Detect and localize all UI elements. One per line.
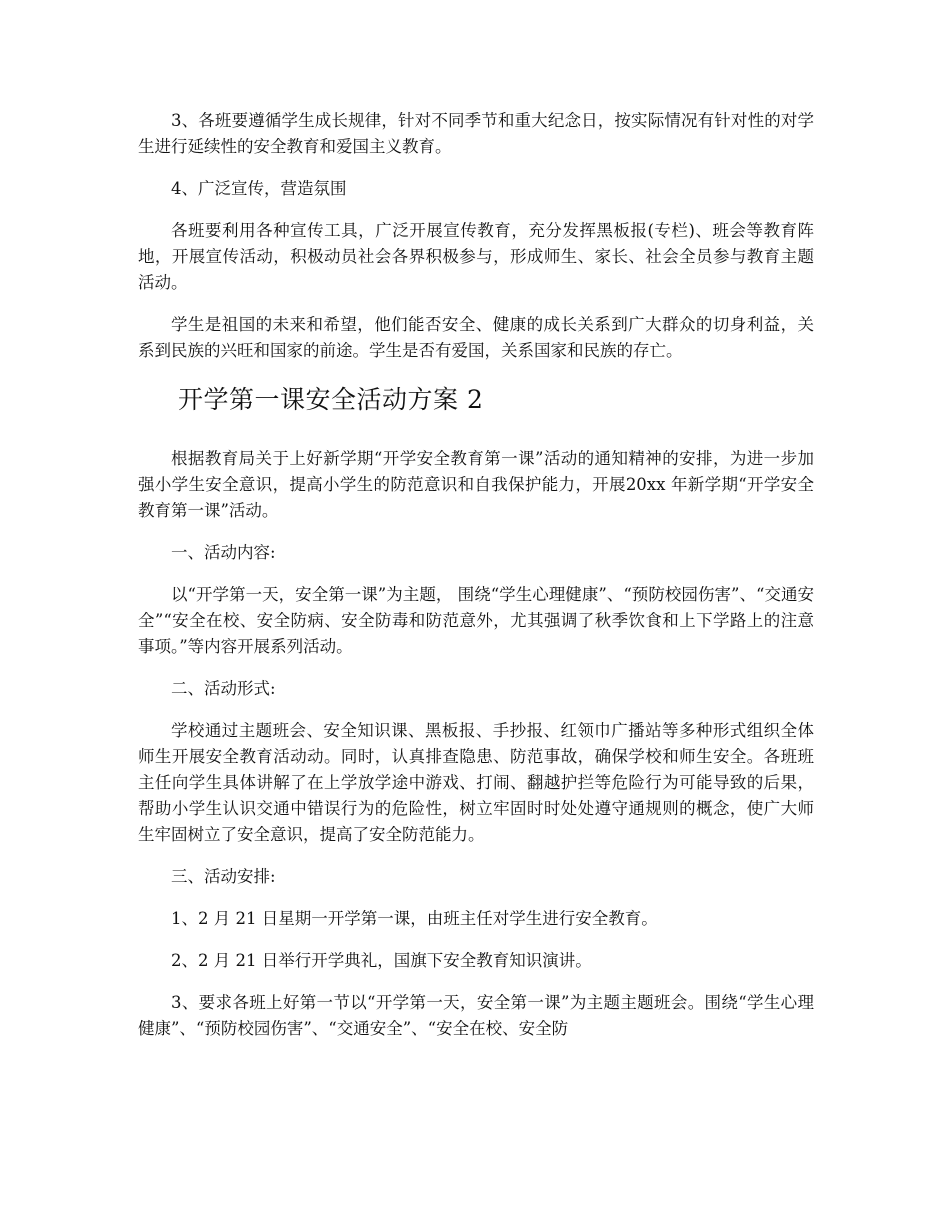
paragraph-item-3: 3、各班要遵循学生成长规律，针对不同季节和重大纪念日，按实际情况有针对性的对学生进行延续性的安全教育和爱国主义教育。 [138,111,814,156]
subheading-activity-form: 二、活动形式: [171,679,276,698]
document-body [138,108,814,1058]
paragraph-publicity: 各班要利用各种宣传工具，广泛开展宣传教育，充分发挥黑板报(专栏)、班会等教育阵地，开展宣传活动，积极动员社会各界积极参与，形成师生、家长、社会全员参与教育主题活动。 [138,221,814,292]
subheading-activity-content: 一、活动内容: [171,543,276,562]
paragraph-activity-form: 学校通过主题班会、安全知识课、黑板报、手抄报、红领巾广播站等多种形式组织全体师生开展安全教育活动动。同时，认真排查隐患、防范事故，确保学校和师生安全。各班班主任向学生具体讲解了在上学放学途中游戏、打闹、翻越护拦等危险行为可能导致的后果，帮助小学生认识交通中错误行为的危险性，树立牢固时时处处遵守通规则的概念，使广大师生牢固树立了安全意识，提高了安全防范能力。 [138,721,814,844]
paragraph-schedule-3: 3、要求各班上好第一节以“开学第一天，安全第一课”为主题主题班会。围绕“学生心理健康”、“预防校园伤害”、“交通安全”、“安全在校、安全防 [138,993,814,1038]
paragraph-schedule-1: 1、2 月 21 日星期一开学第一课，由班主任对学生进行安全教育。 [171,909,658,928]
paragraph-item-4-heading: 4、广泛宣传，营造氛围 [171,179,347,198]
paragraph-activity-content: 以“开学第一天，安全第一课”为主题， 围绕“学生心理健康”、“预防校园伤害”、“交通安全”“安全在校、安全防病、安全防毒和防范意外，尤其强调了秋季饮食和上下学路上的注意事项。”等内容开展系列活动。 [138,585,814,656]
paragraph-schedule-2: 2、2 月 21 日举行开学典礼，国旗下安全教育知识演讲。 [171,951,592,970]
section-title: 开学第一课安全活动方案 2 [178,385,484,414]
paragraph-intro: 根据教育局关于上好新学期“开学安全教育第一课”活动的通知精神的安排，为进一步加强小学生安全意识，提高小学生的防范意识和自我保护能力，开展20xx 年新学期“开学安全教育第一课”活动。 [138,449,814,520]
subheading-activity-schedule: 三、活动安排: [171,867,276,886]
paragraph-conclusion: 学生是祖国的未来和希望，他们能否安全、健康的成长关系到广大群众的切身利益，关系到民族的兴旺和国家的前途。学生是否有爱国，关系国家和民族的存亡。 [138,315,814,360]
